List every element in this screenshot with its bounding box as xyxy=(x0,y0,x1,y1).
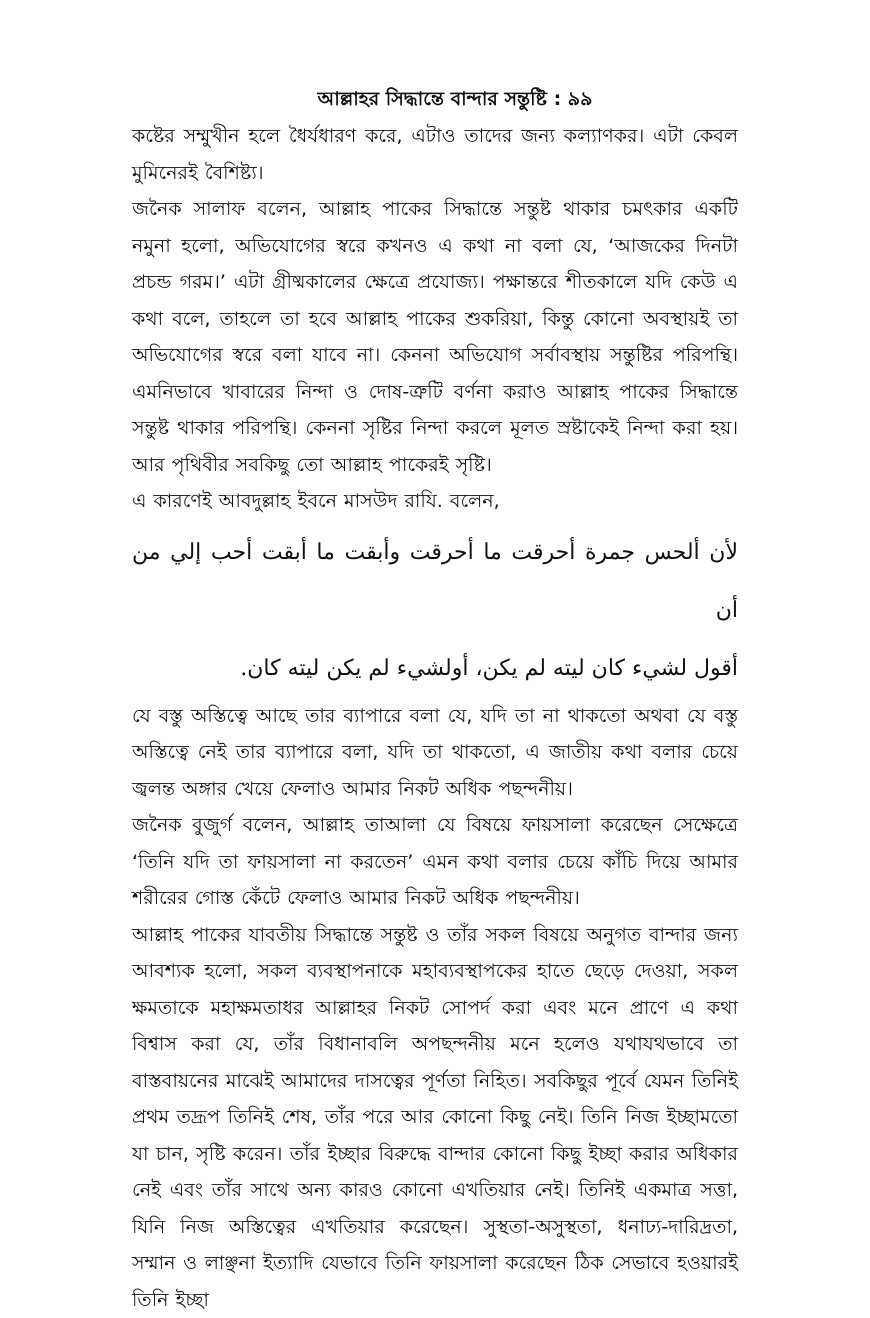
paragraph-2: জনৈক সালাফ বলেন, আল্লাহ পাকের সিদ্ধান্তে সন্তুষ্ট থাকার চমৎকার একটি নমুনা হলো, অভিযোগের স্বরে কখনও এ কথা না বলা যে, ‘আজকের দিনটা প্রচন্ড গরম।’ এটা গ্রীষ্মকালের ক্ষেত্রে প্রযোজ্য। পক্ষান্তরে শীতকালে যদি কেউ এ কথা বলে, তাহলে তা হবে আল্লাহ পাকের শুকরিয়া, কিন্তু কোনো অবস্থায়ই তা অভিযোগের স্বরে বলা যাবে না। কেননা অভিযোগ সর্বাবস্থায় সন্তুষ্টির পরিপন্থি। এমনিভাবে খাবারের নিন্দা ও দোষ-ত্রুটি বর্ণনা করাও আল্লাহ পাকের সিদ্ধান্তে সন্তুষ্ট থাকার পরিপন্থি। কেননা সৃষ্টির নিন্দা করলে মূলত স্রষ্টাকেই নিন্দা করা হয়। আর পৃথিবীর সবকিছু তো আল্লাহ পাকেরই সৃষ্টি। xyxy=(132,191,738,483)
paragraph-3: এ কারণেই আবদুল্লাহ ইবনে মাসউদ রাযি. বলেন, xyxy=(132,483,738,520)
paragraph-1: কষ্টের সম্মুখীন হলে ধৈর্যধারণ করে, এটাও তাদের জন্য কল্যাণকর। এটা কেবল মুমিনেরই বৈশিষ্ট্য। xyxy=(132,118,738,191)
book-page xyxy=(132,84,738,1318)
arabic-quote-line-1: لأن ألحس جمرة أحرقت ما أحرقت وأبقت ما أبقت أحب إلي من أن xyxy=(132,524,738,640)
arabic-quote-line-2: أقول لشيء كان ليته لم يكن، أولشيء لم يكن ليته كان. xyxy=(132,640,738,698)
paragraph-4: যে বস্তু অস্তিত্বে আছে তার ব্যাপারে বলা যে, যদি তা না থাকতো অথবা যে বস্তু অস্তিত্বে নেই তার ব্যাপারে বলা, যদি তা থাকতো, এ জাতীয় কথা বলার চেয়ে জ্বলন্ত অঙ্গার খেয়ে ফেলাও আমার নিকট অধিক পছন্দনীয়। xyxy=(132,698,738,808)
paragraph-6: আল্লাহ পাকের যাবতীয় সিদ্ধান্তে সন্তুষ্ট ও তাঁর সকল বিষয়ে অনুগত বান্দার জন্য আবশ্যক হলো, সকল ব্যবস্থাপনাকে মহাব্যবস্থাপকের হাতে ছেড়ে দেওয়া, সকল ক্ষমতাকে মহাক্ষমতাধর আল্লাহর নিকট সোপর্দ করা এবং মনে প্রাণে এ কথা বিশ্বাস করা যে, তাঁর বিধানাবলি অপছন্দনীয় মনে হলেও যথাযথভাবে তা বাস্তবায়নের মাঝেই আমাদের দাসত্বের পূর্ণতা নিহিত। সবকিছুর পূর্বে যেমন তিনিই প্রথম তদ্রূপ তিনিই শেষ, তাঁর পরে আর কোনো কিছু নেই। তিনি নিজ ইচ্ছামতো যা চান, সৃষ্টি করেন। তাঁর ইচ্ছার বিরুদ্ধে বান্দার কোনো কিছু ইচ্ছা করার অধিকার নেই এবং তাঁর সাথে অন্য কারও কোনো এখতিয়ার নেই। তিনিই একমাত্র সত্তা, যিনি নিজ অস্তিত্বের এখতিয়ার করেছেন। সুস্থতা-অসুস্থতা, ধনাঢ্য-দারিদ্রতা, সম্মান ও লাঞ্ছনা ইত্যাদি যেভাবে তিনি ফায়সালা করেছেন ঠিক সেভাবে হওয়ারই তিনি ইচ্ছা xyxy=(132,917,738,1318)
running-header: আল্লাহর সিদ্ধান্তে বান্দার সন্তুষ্টি : ৯৯ xyxy=(132,84,738,114)
paragraph-5: জনৈক বুজুর্গ বলেন, আল্লাহ তাআলা যে বিষয়ে ফায়সালা করেছেন সেক্ষেত্রে ‘তিনি যদি তা ফায়সালা না করতেন’ এমন কথা বলার চেয়ে কাঁচি দিয়ে আমার শরীরের গোস্ত কেঁটে ফেলাও আমার নিকট অধিক পছন্দনীয়। xyxy=(132,807,738,917)
